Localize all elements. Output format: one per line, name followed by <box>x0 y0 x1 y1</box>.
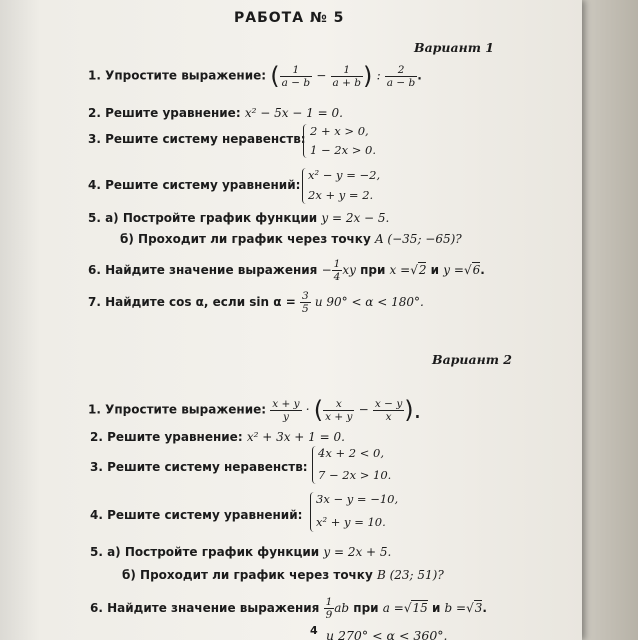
v2-p7-partial: и 270° < α < 360°. <box>326 628 448 640</box>
v1-p1-close: ) <box>363 62 373 90</box>
v1-problem-3: 3. Решите систему неравенств: <box>88 132 306 146</box>
v2-p6-ab: ab <box>334 601 350 615</box>
v1-p5b-label: б) Проходит ли график через точку <box>120 232 371 246</box>
v2-problem-5b <box>122 568 444 582</box>
page-shading <box>0 0 40 640</box>
v1-p5a-expr: y = 2x − 5. <box>321 211 390 225</box>
v1-p3-brace <box>303 124 308 158</box>
v2-problem-2 <box>90 430 345 444</box>
v2-p5a-expr: y = 2x + 5. <box>323 545 392 559</box>
v2-p3-brace <box>312 446 317 484</box>
v2-p1-f2-num: x <box>323 398 354 411</box>
v2-p7-partial-num: 4 <box>310 624 318 637</box>
variant-1-heading: Вариант 1 <box>414 40 494 55</box>
v2-p1-frac2 <box>323 398 354 423</box>
v1-p2-expr: x² − 5x − 1 = 0. <box>244 106 343 120</box>
v2-p1-dot: · <box>305 402 310 417</box>
v2-p6-end: . <box>482 601 487 615</box>
v2-p6-aval: 15 <box>412 601 428 615</box>
v2-p1-minus: − <box>358 402 369 417</box>
v2-p2-expr: x² + 3x + 1 = 0. <box>246 430 345 444</box>
v1-p6-label: 6. Найдите значение выражения <box>88 263 318 277</box>
v1-p1-colon: : <box>376 68 381 83</box>
v1-p3-line2: 1 − 2x > 0. <box>310 143 376 157</box>
v2-p6-and: и <box>431 601 441 615</box>
v1-p1-dot: . <box>417 68 422 83</box>
v1-p1-frac2 <box>331 64 363 89</box>
v2-p6-label: 6. Найдите значение выражения <box>90 601 320 615</box>
v2-problem-4: 4. Решите систему уравнений: <box>90 508 303 522</box>
v2-problem-1 <box>88 396 421 424</box>
variant-2-heading: Вариант 2 <box>432 352 512 367</box>
v1-p4-line1: x² − y = −2, <box>308 168 381 182</box>
v2-p5b-expr: B (23; 51)? <box>376 568 444 582</box>
v1-p5b-expr: A (−35; −65)? <box>374 232 462 246</box>
v1-problem-5a <box>88 211 389 225</box>
v2-p1-close: ). <box>404 396 422 424</box>
v1-p1-f3-num: 2 <box>385 64 417 77</box>
v1-p5a-label: 5. а) Постройте график функции <box>88 211 318 225</box>
v2-p1-frac3 <box>373 398 404 423</box>
v1-problem-1 <box>88 62 422 90</box>
v2-p5a-label: 5. а) Постройте график функции <box>90 545 320 559</box>
v2-problem-3: 3. Решите систему неравенств: <box>90 460 308 474</box>
v1-p6-den: 4 <box>333 271 341 283</box>
v2-p3-line2: 7 − 2x > 10. <box>318 468 392 482</box>
v1-p6-num: 1 <box>333 258 341 270</box>
v1-problem-4: 4. Решите систему уравнений: <box>88 178 301 192</box>
v1-p6-y: y = <box>443 263 464 277</box>
v1-p1-f1-den: a − b <box>281 76 311 89</box>
v2-p1-open: ( <box>313 396 324 424</box>
v1-p1-label: 1. Упростите выражение: <box>88 68 267 83</box>
v2-p4-line2: x² + y = 10. <box>316 515 386 529</box>
v1-p6-x: x = <box>389 263 411 277</box>
v2-p1-frac1 <box>270 398 301 423</box>
v1-p4-line2: 2x + y = 2. <box>308 188 374 202</box>
v1-problem-2 <box>88 106 343 120</box>
v2-p6-den: 9 <box>325 609 333 621</box>
v2-p2-label: 2. Решите уравнение: <box>90 430 243 444</box>
v2-p6-frac <box>324 596 335 621</box>
v2-p1-f3-den: x <box>385 410 392 423</box>
v1-p6-when: при <box>360 263 386 277</box>
v2-p4-line1: 3x − y = −10, <box>316 492 399 506</box>
v2-p1-label: 1. Упростите выражение: <box>88 402 267 417</box>
v2-problem-6: 6. Найдите значение выражения $\frac{1}{9}$ ab при a =√15 и b =√3. <box>90 596 487 621</box>
v1-p7-label: 7. Найдите cos α, если sin α = <box>88 295 296 309</box>
v1-p1-minus: − <box>316 68 327 83</box>
v1-p6-frac <box>332 258 343 283</box>
v1-problem-6: 6. Найдите значение выражения − $\frac{1}{4}$ xy при x =√2 и y =√6. <box>88 258 485 283</box>
v1-p7-den: 5 <box>301 303 309 315</box>
v1-problem-7 <box>88 290 424 315</box>
v2-p6-bval: 3 <box>474 601 483 615</box>
v2-p6-num: 1 <box>325 596 333 608</box>
v2-p1-f3-num: x − y <box>374 397 403 410</box>
v1-problem-5b <box>120 232 462 246</box>
v1-p7-frac <box>300 290 311 315</box>
v1-p1-f2-den: a + b <box>332 76 361 89</box>
v1-p1-frac1 <box>280 64 312 89</box>
v1-p6-xval: 2 <box>418 263 427 277</box>
v1-p3-line1: 2 + x > 0, <box>310 124 369 138</box>
v2-problem-5a <box>90 545 391 559</box>
v1-p7-rest: и 90° < α < 180°. <box>314 295 424 309</box>
v2-p4-brace <box>310 492 315 532</box>
v1-p1-f2-num: 1 <box>331 64 363 77</box>
v1-p2-label: 2. Решите уравнение: <box>88 106 241 120</box>
v1-p6-end: . <box>480 263 485 277</box>
v1-p6-yval: 6 <box>472 263 481 277</box>
v2-p6-when: при <box>353 601 379 615</box>
v1-p1-frac3 <box>385 64 417 89</box>
v2-p3-line1: 4x + 2 < 0, <box>318 446 384 460</box>
v1-p1-f3-den: a − b <box>386 76 416 89</box>
v2-p1-f1-den: y <box>282 410 289 423</box>
v1-p7-num: 3 <box>301 290 309 302</box>
v2-p5b-label: б) Проходит ли график через точку <box>122 568 373 582</box>
v1-p1-f1-num: 1 <box>280 64 312 77</box>
v1-p6-sign: − <box>321 263 332 277</box>
v2-p1-f1-num: x + y <box>272 397 300 410</box>
v2-p1-f2-den: x + y <box>325 410 353 423</box>
v1-p4-brace <box>302 168 307 204</box>
v1-p1-open: ( <box>270 62 280 90</box>
v2-p6-a: a = <box>382 601 404 615</box>
v2-p6-b: b = <box>444 601 467 615</box>
page-title: РАБОТА № 5 <box>234 10 345 26</box>
v1-p6-xy: xy <box>342 263 356 277</box>
v1-p6-and: и <box>430 263 440 277</box>
